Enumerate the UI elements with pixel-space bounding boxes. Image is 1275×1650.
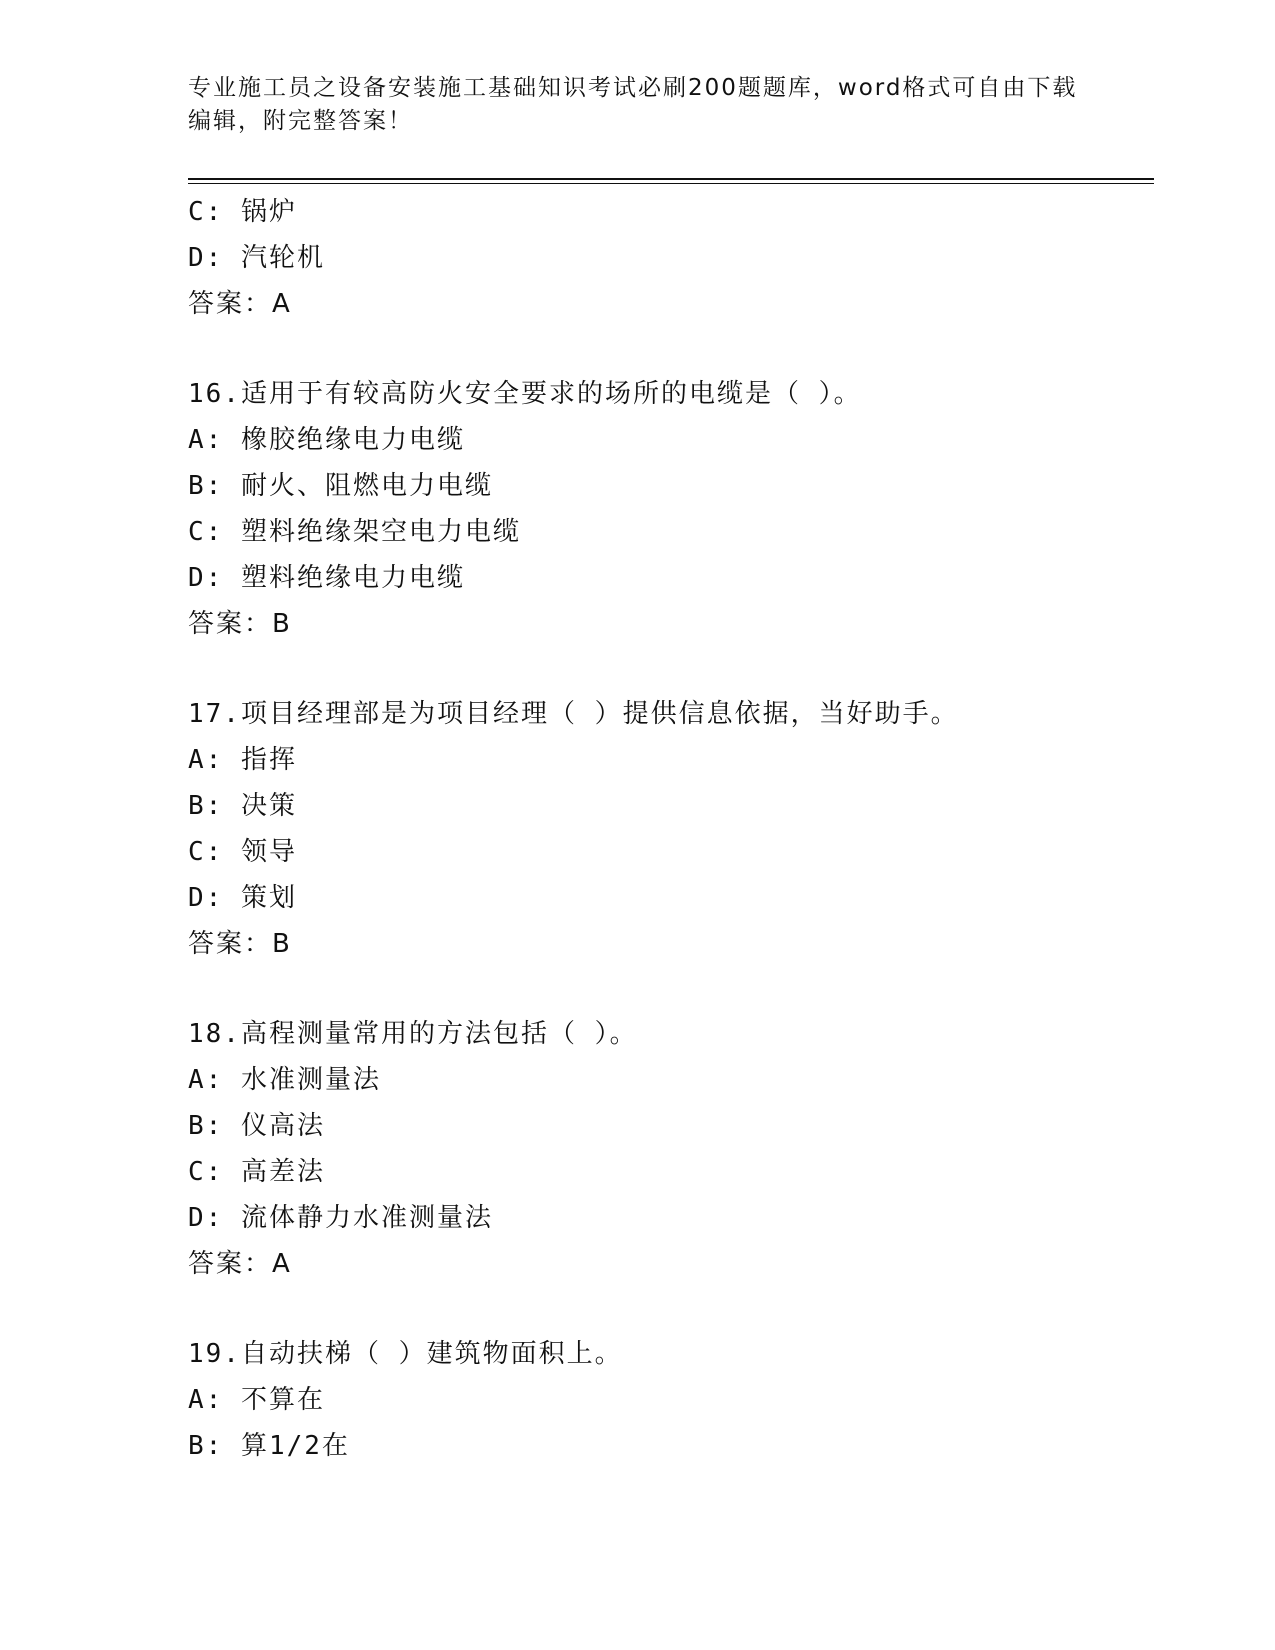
option-a: A: 不算在 — [188, 1385, 325, 1415]
header-title-line-1: 专业施工员之设备安装施工基础知识考试必刷200题题库，word格式可自由下载 — [188, 75, 1078, 101]
question-19 — [188, 1331, 1148, 1469]
option-d: D: 汽轮机 — [188, 243, 325, 273]
header-divider-thin — [188, 183, 1154, 184]
option-d: D: 流体静力水准测量法 — [188, 1203, 493, 1233]
question-18 — [188, 1011, 1148, 1287]
question-stem: 17.项目经理部是为项目经理（ ）提供信息依据，当好助手。 — [188, 699, 959, 729]
option-a: A: 指挥 — [188, 745, 297, 775]
option-c: C: 领导 — [188, 837, 297, 867]
option-c: C: 锅炉 — [188, 197, 297, 227]
option-b: B: 仪高法 — [188, 1111, 325, 1141]
question-16 — [188, 371, 1148, 647]
option-a: A: 橡胶绝缘电力电缆 — [188, 425, 465, 455]
header-divider-thick — [188, 178, 1154, 180]
answer-label: 答案：A — [188, 1249, 292, 1279]
option-a: A: 水准测量法 — [188, 1065, 381, 1095]
answer-label: 答案：B — [188, 609, 292, 639]
header-title-line-2: 编辑，附完整答案！ — [188, 108, 413, 134]
option-c: C: 塑料绝缘架空电力电缆 — [188, 517, 521, 547]
answer-label: 答案：B — [188, 929, 292, 959]
question-stem: 18.高程测量常用的方法包括（ ）。 — [188, 1019, 638, 1049]
question-15-tail — [188, 189, 1148, 327]
answer-label: 答案：A — [188, 289, 292, 319]
document-header — [188, 72, 1088, 138]
question-stem: 19.自动扶梯（ ）建筑物面积上。 — [188, 1339, 623, 1369]
option-d: D: 塑料绝缘电力电缆 — [188, 563, 465, 593]
option-b: B: 决策 — [188, 791, 297, 821]
option-d: D: 策划 — [188, 883, 297, 913]
question-list — [188, 189, 1148, 1469]
option-b: B: 耐火、阻燃电力电缆 — [188, 471, 493, 501]
option-c: C: 高差法 — [188, 1157, 325, 1187]
option-b: B: 算1/2在 — [188, 1431, 350, 1461]
question-17 — [188, 691, 1148, 967]
question-stem: 16.适用于有较高防火安全要求的场所的电缆是（ ）。 — [188, 379, 862, 409]
